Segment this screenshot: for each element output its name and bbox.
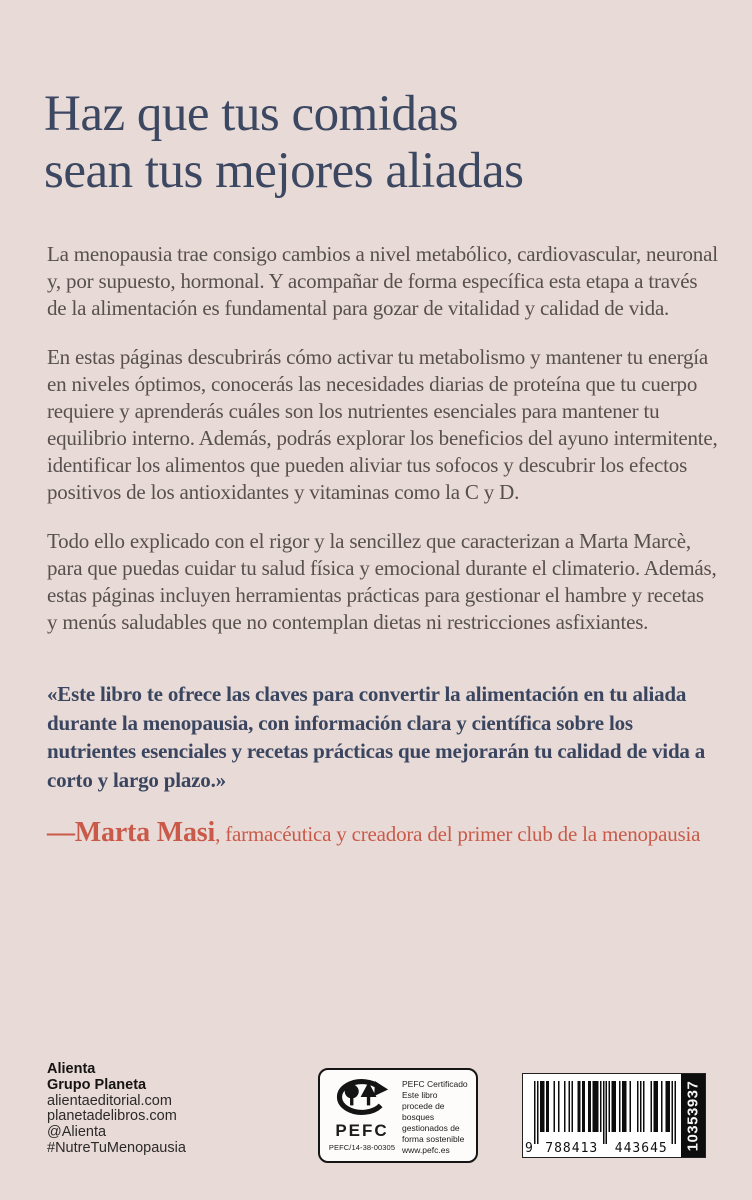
pefc-certificate-number: PEFC/14-38-00305 (328, 1143, 396, 1152)
publisher-block (47, 1062, 186, 1157)
publisher-website-1: alientaeditorial.com (47, 1092, 172, 1109)
pefc-description: Este libro procede de bosques gestionados de forma sostenible (402, 1090, 465, 1144)
pefc-acronym: PEFC (335, 1121, 389, 1140)
title-line-2: sean tus mejores aliadas (44, 143, 524, 199)
quote-author-role: , farmacéutica y creadora del primer club de la menopausia (215, 822, 701, 846)
paragraph-3: Todo ello explicado con el rigor y la sencillez que caracterizan a Marta Marcè, para que puedas cuidar tu salud física y emocional durante el climaterio. Además, estas páginas incluyen herramientas prácticas para gestionar el hambre y recetas y menús saludables que no contemplan dietas ni restricciones asfixiantes. (47, 529, 717, 634)
isbn-left-group: 788413 (545, 1141, 599, 1156)
publisher-website-2: planetadelibros.com (47, 1108, 177, 1125)
pefc-certification-label (318, 1068, 478, 1163)
barcode-bars (534, 1081, 676, 1144)
page-title (44, 86, 724, 200)
pefc-website: www.pefc.es (402, 1145, 450, 1155)
quote-author: —Marta Masi (47, 817, 216, 848)
barcode-panel (523, 1074, 681, 1157)
title-line-1: Haz que tus comidas (44, 86, 458, 142)
pefc-logo-column (320, 1070, 398, 1161)
pefc-text-column (398, 1070, 476, 1161)
publisher-hashtag: #NutreTuMenopausia (47, 1139, 186, 1156)
product-code-strip (681, 1074, 705, 1157)
pefc-trees-icon (334, 1077, 390, 1122)
isbn-barcode (522, 1073, 706, 1158)
quote-attribution (47, 816, 719, 851)
endorsement-quote: «Este libro te ofrece las claves para convertir la alimentación en tu aliada durante la menopausia, con información clara y científica sobre los nutrientes esenciales y recetas prácticas que mejorarán tu calidad de vida a corto y largo plazo.» (47, 682, 706, 792)
pefc-certified-label: PEFC Certificado (402, 1079, 468, 1089)
barcode-digits (525, 1141, 676, 1156)
isbn-first-digit: 9 (525, 1141, 533, 1156)
body-copy (47, 241, 719, 873)
publisher-social-handle: @Alienta (47, 1124, 107, 1141)
paragraph-1: La menopausia trae consigo cambios a nivel metabólico, cardiovascular, neuronal y, por supuesto, hormonal. Y acompañar de forma específica esta etapa a través de la alimentación es fundamental para gozar de vitalidad y calidad de vida. (47, 242, 718, 320)
isbn-right-group: 443645 (614, 1141, 668, 1156)
product-code: 10353937 (684, 1080, 702, 1151)
paragraph-2: En estas páginas descubrirás cómo activar tu metabolismo y mantener tu energía en niveles óptimos, conocerás las necesidades diarias de proteína que tu cuerpo requiere y aprenderás cuáles son los nutrientes esenciales para mantener tu equilibrio interno. Además, podrás explorar los beneficios del ayuno intermitente, identificar los alimentos que pueden aliviar tus sofocos y descubrir los efectos positivos de los antioxidantes y vitaminas como la C y D. (47, 345, 718, 504)
publisher-brand: Alienta (47, 1061, 96, 1077)
publisher-group: Grupo Planeta (47, 1076, 147, 1093)
